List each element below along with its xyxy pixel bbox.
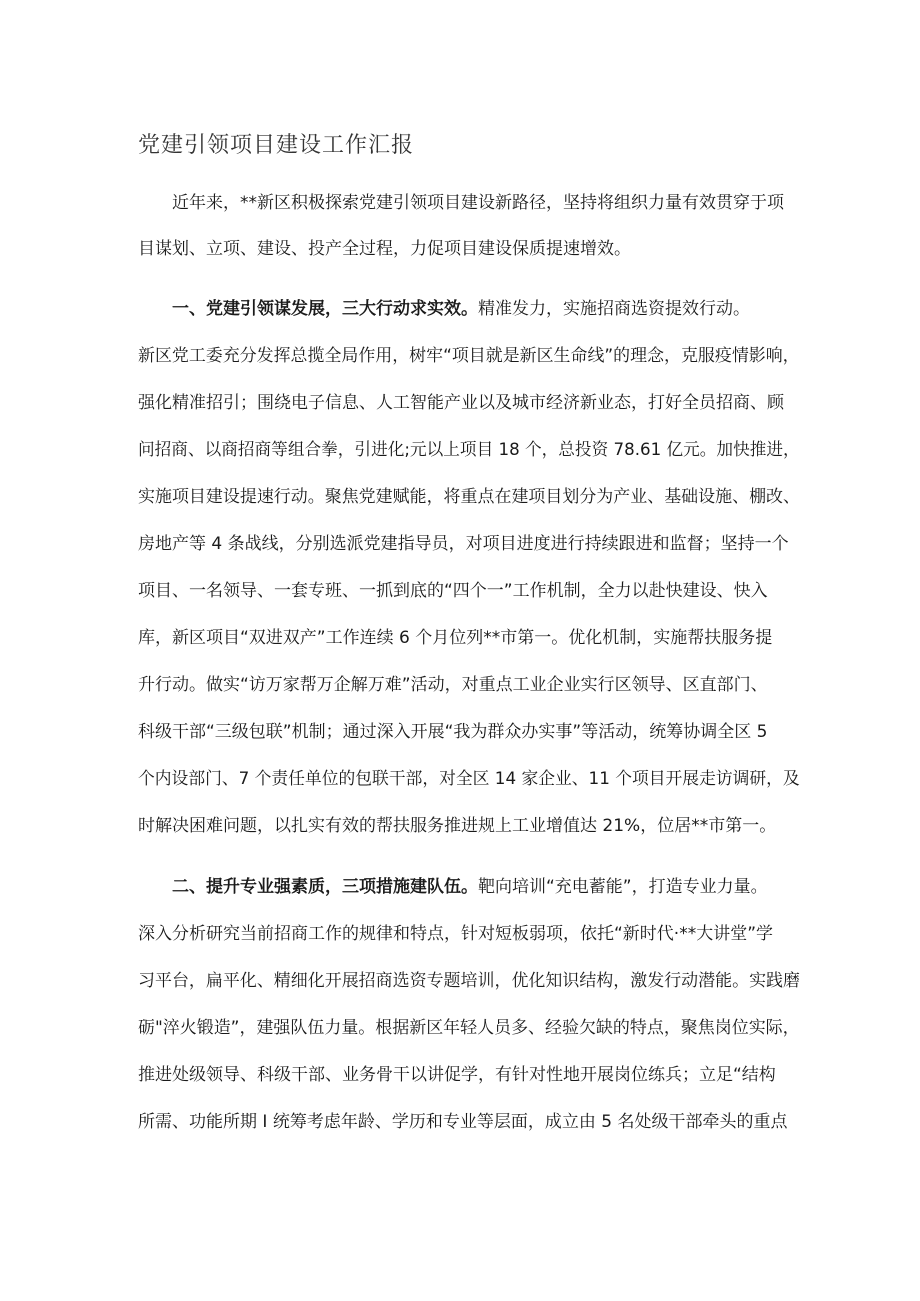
section2-line: 砺"淬火锻造”，建强队伍力量。根据新区年轻人员多、经验欠缺的特点，聚焦岗位实际， — [138, 1018, 800, 1038]
section2-line: 深入分析研究当前招商工作的规律和特点，针对短板弱项，依托“新时代·**大讲堂”学 — [138, 924, 774, 944]
section2-lead: 靶向培训“充电蓄能”，打造专业力量。 — [478, 877, 768, 897]
section1-line: 实施项目建设提速行动。聚焦党建赋能，将重点在建项目划分为产业、基础设施、棚改、 — [138, 487, 801, 507]
section2-line: 习平台，扁平化、精细化开展招商选资专题培训，优化知识结构，激发行动潜能。实践磨 — [138, 971, 801, 991]
section1-line: 问招商、以商招商等组合拳，引进化;元以上项目 18 个，总投资 78.61 亿元。加快推进， — [138, 440, 800, 460]
section2-heading: 二、提升专业强素质，三项措施建队伍。 — [172, 877, 478, 897]
section1-heading: 一、党建引领谋发展，三大行动求实效。 — [172, 299, 478, 319]
section1-line: 个内设部门、7 个责任单位的包联干部，对全区 14 家企业、11 个项目开展走访调研，及 — [138, 769, 800, 789]
section1-line: 时解决困难问题，以扎实有效的帮扶服务推进规上工业增值达 21%，位居**市第一。 — [138, 816, 777, 836]
section1-line: 科级干部“三级包联”机制；通过深入开展“我为群众办实事”等活动，统筹协调全区 5 — [138, 722, 768, 742]
section2-line: 所需、功能所期 I 统筹考虑年龄、学历和专业等层面，成立由 5 名处级干部牵头的重点 — [138, 1112, 788, 1132]
section1-line: 强化精准招引；围绕电子信息、人工智能产业以及城市经济新业态，打好全员招商、顾 — [138, 393, 784, 413]
section1-line: 升行动。做实“访万家帮万企解万难”活动，对重点工业企业实行区领导、区直部门、 — [138, 675, 768, 695]
section2-line: 推进处级领导、科级干部、业务骨干以讲促学，有针对性地开展岗位练兵；立足“结构 — [138, 1065, 776, 1085]
section1-lead: 精准发力，实施招商选资提效行动。 — [478, 299, 750, 319]
section2-first-line — [172, 875, 768, 899]
section1-line: 项目、一名领导、一套专班、一抓到底的“四个一”工作机制，全力以赴快建设、快入 — [138, 581, 768, 601]
section1-first-line — [172, 297, 750, 321]
section1-line: 新区党工委充分发挥总揽全局作用，树牢“项目就是新区生命线”的理念，克服疫情影响， — [138, 346, 800, 366]
section1-line: 房地产等 4 条战线，分别选派党建指导员，对项目进度进行持续跟进和监督；坚持一个 — [138, 534, 789, 554]
intro-line: 目谋划、立项、建设、投产全过程，力促项目建设保质提速增效。 — [138, 239, 631, 259]
document-title: 党建引领项目建设工作汇报 — [138, 133, 415, 158]
section1-line: 库，新区项目“双进双产”工作连续 6 个月位列**市第一。优化机制，实施帮扶服务提 — [138, 628, 773, 648]
intro-line: 近年来，**新区积极探索党建引领项目建设新路径，坚持将组织力量有效贯穿于项 — [172, 193, 784, 213]
